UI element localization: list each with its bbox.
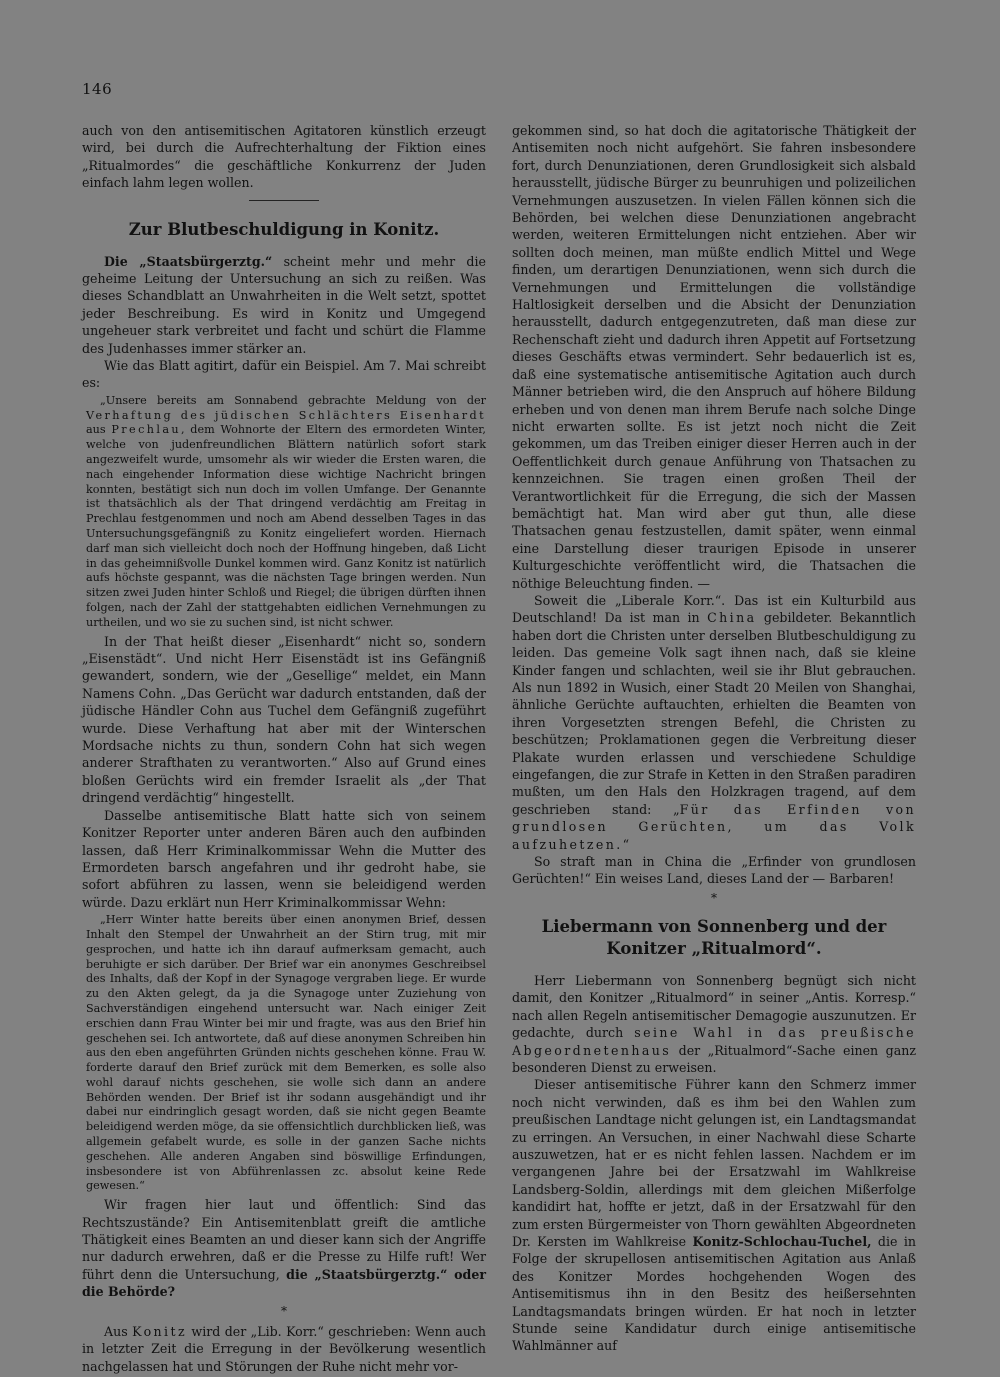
paragraph: So straft man in China die „Erfinder von grundlosen Gerüchten!“ Ein weises Land, dieses Land der — Barbaren!: [512, 854, 916, 887]
article-heading-konitz: Zur Blutbeschuldigung in Konitz.: [128, 219, 440, 239]
paragraph: In der That heißt dieser „Eisenhardt“ nicht so, sondern „Eisenstädt“. Und nicht Herr Eisenstädt ist ins Gefängniß gewandert, sondern, wie der „Gesellige“ meldet, ein Mann Namens Cohn. „Das Gerücht war dadurch entstanden, daß der jüdische Händler Cohn aus Tuchel dem Gefängniß zugeführt wurde. Diese Verhaftung hat aber mit der Winterschen Mordsache nichts zu thun, sondern Cohn hat sich wegen anderer Strafthaten zu verantworten.“ Also auf Grund eines bloßen Gerüchts wird ein fremder Israelit als „der That dringend verdächtig“ hingestellt.: [82, 633, 486, 806]
section-star: *: [711, 890, 717, 905]
section-star: *: [281, 1303, 287, 1318]
paragraph: Dieser antisemitische Führer kann den Schmerz immer noch nicht verwinden, daß es ihm bei den Wahlen zum preußischen Landtage nicht gelungen ist, ein Landtagsmandat zu erringen. An Versuchen, in einer Nachwahl diese Scharte auszuwetzen, hat er es nicht fehlen lassen. Nachdem er im vergangenen Jahre bei der Ersatzwahl im Wahlkreise Landsberg-Soldin, allerdings mit dem gleichen Mißerfolge kandidirt hat, hoffte er jetzt, daß in der Ersatzwahl für den zum ersten Bürgermeister von Thorn gewählten Abgeordneten Dr. Kersten im Wahlkreise Konitz-Schlochau-Tuchel, die in Folge der skrupellosen antisemitischen Agitation aus Anlaß des Konitzer Mordes hochgehenden Wogen des Antisemitismus ihn in den Besitz des heißersehnten Landtagsmandats bringen würden. Er hat noch in letzter Stunde seine Kandidatur durch einige antisemitische Wahlmänner auf: [512, 1077, 916, 1354]
paragraph: Wie das Blatt agitirt, dafür ein Beispiel. Am 7. Mai schreibt es:: [82, 358, 486, 391]
intro-paragraph: auch von den antisemitischen Agitatoren künstlich erzeugt wird, bei durch die Aufrechterhaltung der Fiktion eines „Ritualmordes“ die geschäftliche Konkurrenz der Juden einfach lahm legen wollen.: [82, 123, 486, 191]
paragraph: Herr Liebermann von Sonnenberg begnügt sich nicht damit, den Konitzer „Ritualmord“ in seiner „Antis. Korresp.“ nach allen Regeln antisemitischer Demagogie auszunutzen. Er gedachte, durch seine Wahl in das preußische Abgeordnetenhaus der „Ritualmord“-Sache einen ganz besonderen Dienst zu erweisen.: [512, 972, 916, 1075]
paragraph: gekommen sind, so hat doch die agitatorische Thätigkeit der Antisemiten noch nicht aufgehört. Sie fahren insbesondere fort, durch Denunziationen, deren Grundlosigkeit sich alsbald herausstellt, jüdische Bürger zu beunruhigen und polizeilichen Vernehmungen auszusetzen. In vielen Fällen können sich die Behörden, bei welchen diese Denunziationen angebracht werden, weiteren Ermittelungen nicht entziehen. Aber wir sollten doch meinen, man müßte endlich Mittel und Wege finden, um derartigen Denunziationen, wenn sich durch die Vernehmungen und Ermittelungen die vollständige Haltlosigkeit derselben und die Absicht der Denunziation herausstellt, dadurch entgegenzutreten, daß man diese zur Rechenschaft zieht und dadurch ihren Appetit auf Fortsetzung dieses Geschäfts etwas vermindert. Sehr bedauerlich ist es, daß eine systematische antisemitische Agitation auch durch Männer betrieben wird, die den Anspruch auf höhere Bildung erheben und von denen man ihrem Berufe nach solche Dinge nicht erwarten sollte. Es ist jetzt noch nicht die Zeit gekommen, um das Treiben einiger dieser Herren auch in der Oeffentlichkeit durch genaue Anführung von Thatsachen zu kennzeichnen. Sie tragen einen großen Theil der Verantwortlichkeit für die Erregung, die sich der Massen bemächtigt hat. Man wird aber gut thun, alle diese Thatsachen genau festzustellen, damit später, wenn einmal eine Darstellung dieser traurigen Episode in unserer Kulturgeschichte veröffentlicht wird, die Thatsachen die nöthige Beleuchtung finden. —: [512, 123, 916, 591]
block-quote: „Unsere bereits am Sonnabend gebrachte Meldung von der Verhaftung des jüdischen Schlächters Eisenhardt aus Prechlau, dem Wohnorte der Eltern des ermordeten Winter, welche von judenfreundlichen Blättern natürlich sofort stark angezweifelt wurde, umsomehr als wir wieder die Ersten waren, die nach eingehender Information diese wichtige Nachricht bringen konnten, bestätigt sich nun doch im vollen Umfange. Der Genannte ist thatsächlich als der That dringend verdächtig am Freitag in Prechlau festgenommen und noch am Abend desselben Tages in das Untersuchungsgefängniß zu Konitz eingeliefert worden. Hiernach darf man sich vielleicht doch noch der Hoffnung hingeben, daß Licht in das geheimnißvolle Dunkel kommen wird. Ganz Konitz ist natürlich aufs höchste gespannt, was die nächsten Tage bringen werden. Nun sitzen zwei Juden hinter Schloß und Riegel; die übrigen dürften ihnen folgen, nach der Zahl der stattgehabten eidlichen Vernehmungen zu urtheilen, und wo sie zu suchen sind, ist nicht schwer.: [86, 393, 486, 629]
bold-lead: Die „Staatsbürgerztg.“: [104, 253, 273, 269]
block-quote: „Herr Winter hatte bereits über einen anonymen Brief, dessen Inhalt den Stempel der Unwahrheit an der Stirn trug, mit mir gesprochen, und hatte ich ihn darauf aufmerksam gemacht, auch beruhigte er sich darüber. Der Brief war ein anonymes Geschreibsel des Inhalts, daß der Kopf in der Synagoge vergraben liege. Er wurde zu den Akten gelegt, da ja die Synagoge unter Zuziehung von Sachverständigen eingehend untersucht war. Nach einiger Zeit erschien dann Frau Winter bei mir und fragte, was aus den Brief hin geschehen sei. Ich antwortete, daß auf diese anonymen Schreiben hin aus den eben angeführten Gründen nichts geschehen könne. Frau W. forderte darauf den Brief zurück mit dem Bemerken, es solle also wohl darauf nichts geschehen, sie wolle sich dann an andere Behörden wenden. Der Brief ist ihr sodann ausgehändigt und ihr dabei nur eindringlich gesagt worden, daß sie nicht gegen Beamte beleidigend werden möge, da sie offensichtlich durchblicken ließ, was allgemein gefabelt wurde, es solle in der ganzen Sache nichts geschehen. Alle anderen Angaben sind böswillige Erfindungen, insbesondere ist von Abführenlassen zc. absolut keine Rede gewesen.“: [86, 913, 486, 1193]
section-divider: [249, 200, 319, 201]
article-heading-liebermann: Liebermann von Sonnenberg und der Konitzer „Ritualmord“.: [541, 916, 887, 958]
paragraph: Die „Staatsbürgerztg.“ scheint mehr und mehr die geheime Leitung der Untersuchung an sich zu reißen. Was dieses Schandblatt an Unwahrheiten in die Welt setzt, spottet jeder Beschreibung. Es wird in Konitz und Umgegend ungeheuer stark verbreitet und facht und schürt die Flamme des Judenhasses immer stärker an.: [82, 253, 486, 356]
paragraph: Wir fragen hier laut und öffentlich: Sind das Rechtszustände? Ein Antisemitenblatt greift die amtliche Thätigkeit eines Beamten an und dieser kann sich der Angriffe nur dadurch erwehren, daß er die Presse zu Hilfe ruft! Wer führt denn die Untersuchung, die „Staatsbürgerztg.“ oder die Behörde?: [82, 1197, 486, 1300]
right-column: [512, 122, 916, 1355]
bold-question: die „Staatsbürgerztg.“ oder die Behörde?: [82, 1266, 486, 1300]
bold-place: Konitz-Schlochau-Tuchel,: [692, 1233, 872, 1249]
page-number: 146: [82, 80, 113, 98]
paragraph: Aus Konitz wird der „Lib. Korr.“ geschrieben: Wenn auch in letzter Zeit die Erregung in der Bevölkerung wesentlich nachgelassen hat und Störungen der Ruhe nicht mehr vor-: [82, 1323, 486, 1374]
left-column: [82, 122, 486, 1375]
paragraph: Soweit die „Liberale Korr.“. Das ist ein Kulturbild aus Deutschland! Da ist man in China gebildeter. Bekanntlich haben dort die Christen unter derselben Blutbeschuldigung zu leiden. Das gemeine Volk sagt ihnen nach, daß sie kleine Kinder fangen und schlachten, weil sie ihr Blut gebrauchen. Als nun 1892 in Wusich, einer Stadt 20 Meilen von Shanghai, ähnliche Gerüchte auftauchten, erhielten die Beamten von ihren Vorgesetzten strengen Befehl, die Christen zu beschützen; Proklamationen gegen die Verbreitung dieser Plakate wurden erlassen und verschiedene Schuldige eingefangen, die zur Strafe in Ketten in den Straßen paradiren mußten, um den Hals den Holzkragen tragend, auf dem geschrieben stand: „Für das Erfinden von grundlosen Gerüchten, um das Volk aufzuhetzen.“: [512, 592, 917, 852]
paragraph: Dasselbe antisemitische Blatt hatte sich von seinem Konitzer Reporter unter anderen Bären auch den aufbinden lassen, daß Herr Kriminalkommissar Wehn die Mutter des Ermordeten barsch angefahren und ihr gedroht habe, sie sofort abführen zu lassen, wenn sie beleidigend werden würde. Dazu erklärt nun Herr Kriminalkommissar Wehn:: [82, 807, 486, 910]
